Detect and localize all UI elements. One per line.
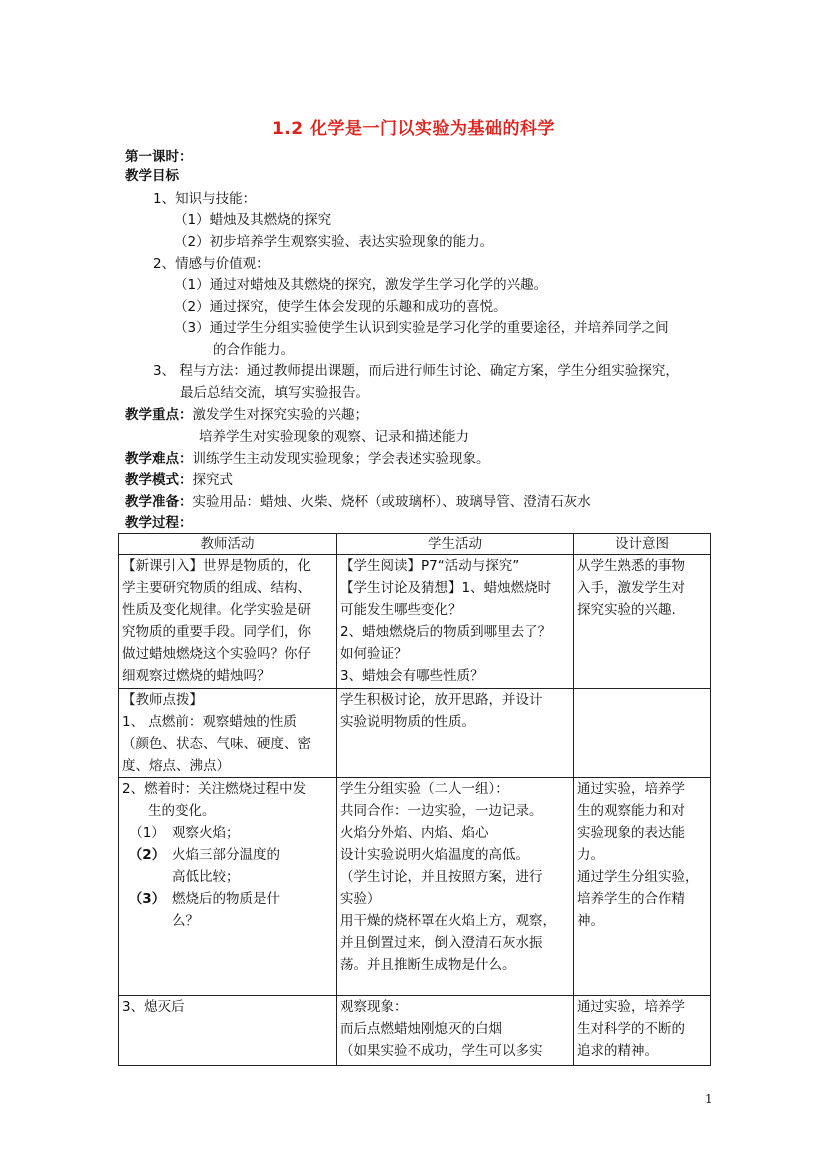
cell-line: 生的观察能力和对 (577, 803, 685, 819)
objectives-heading: 教学目标 (125, 168, 179, 184)
sub-item (122, 866, 333, 888)
table-header-row (119, 534, 711, 555)
sub-item-text: 么？ (172, 913, 199, 929)
cell-line: 【学生讨论及猜想】1、蜡烛燃烧时 (340, 580, 552, 596)
sub-item-number: （1） (129, 825, 165, 841)
cell-line: 3、蜡烛会有哪些性质？ (340, 668, 484, 684)
intent-cell (574, 555, 711, 689)
difficulties-label: 教学难点： (125, 451, 193, 467)
cell-line: 通过实验，培养学 (577, 781, 685, 797)
cell-line: 实验说明物质的性质。 (340, 714, 475, 730)
teacher-cell (119, 996, 337, 1066)
table-row (119, 689, 711, 778)
table-row (119, 778, 711, 996)
cell-line: 并且倒置过来，倒入澄清石灰水振 (340, 935, 543, 951)
process-method: 3、 程与方法：通过教师提出课题，而后进行师生讨论、确定方案，学生分组实验探究， (153, 363, 679, 379)
emotion-item: 的合作能力。 (213, 342, 294, 358)
key-points (125, 405, 368, 425)
intent-cell (574, 996, 711, 1066)
key-points-label: 教学重点： (125, 407, 193, 423)
cell-line: 做过蜡烛燃烧这个实验吗？你仔 (122, 646, 311, 662)
mode-label: 教学模式： (125, 472, 193, 488)
cell-line: 荡。并且推断生成物是什么。 (340, 957, 516, 973)
cell-line: 观察现象： (340, 999, 408, 1015)
process-method: 最后总结交流，填写实验报告。 (180, 385, 369, 401)
cell-line: 火焰分外焰、内焰、焰心 (340, 825, 489, 841)
page-number: 1 (705, 1092, 713, 1106)
header-teacher: 教师活动 (119, 534, 337, 555)
cell-line: 共同合作：一边实验，一边记录。 (340, 803, 543, 819)
sub-item (122, 888, 333, 910)
cell-line: 从学生熟悉的事物 (577, 558, 685, 574)
cell-line: 生的变化。 (148, 803, 216, 819)
sub-item-number: （2） (128, 847, 166, 863)
student-cell (337, 689, 574, 778)
cell-line: 用干燥的烧杯罩在火焰上方，观察， (340, 913, 556, 929)
intent-cell (574, 778, 711, 996)
emotion-item: （2）通过探究，使学生体会发现的乐趣和成功的喜悦。 (174, 299, 507, 315)
emotion-heading: 2、情感与价值观： (153, 256, 270, 272)
cell-line: 实验现象的表达能 (577, 825, 685, 841)
sub-item-text: 观察火焰； (172, 825, 240, 841)
sub-item (122, 822, 333, 844)
cell-line: 2、燃着时：关注燃烧过程中发 (122, 781, 307, 797)
difficulties (125, 449, 490, 469)
cell-line: 培养学生的合作精 (577, 891, 685, 907)
cell-line: 通过学生分组实验， (577, 869, 699, 885)
intent-cell (574, 689, 711, 778)
table-row (119, 555, 711, 689)
cell-line: 追求的精神。 (577, 1043, 658, 1059)
sub-item (122, 910, 333, 932)
cell-line: 【教师点拨】 (122, 692, 203, 708)
student-cell (337, 555, 574, 689)
mode-text: 探究式 (192, 472, 233, 488)
knowledge-item: （1）蜡烛及其燃烧的探究 (174, 212, 332, 228)
process-label: 教学过程： (125, 515, 193, 531)
sub-item-number: （3） (128, 891, 166, 907)
emotion-item: （3）通过学生分组实验使学生认识到实验是学习化学的重要途径，并培养同学之间 (174, 320, 669, 336)
cell-line: 生对科学的不断的 (577, 1021, 685, 1037)
cell-line: 入手，激发学生对 (577, 580, 685, 596)
teaching-mode (125, 470, 233, 490)
lesson-label: 第一课时： (125, 149, 193, 165)
cell-line: 如何验证？ (340, 646, 408, 662)
cell-line: 而后点燃蜡烛刚熄灭的白烟 (340, 1021, 502, 1037)
cell-line: 3、熄灭后 (122, 999, 185, 1015)
cell-line: 1、 点燃前：观察蜡烛的性质 (122, 714, 297, 730)
cell-line: 细观察过燃烧的蜡烛吗？ (122, 668, 271, 684)
cell-line: 探究实验的兴趣. (577, 602, 676, 618)
cell-line: （学生讨论，并且按照方案，进行 (340, 869, 543, 885)
sub-item-text: 高低比较； (172, 869, 240, 885)
cell-line: 【学生阅读】P7“活动与探究” (340, 558, 520, 574)
cell-line: 通过实验，培养学 (577, 999, 685, 1015)
sub-item-text: 火焰三部分温度的 (172, 847, 280, 863)
cell-line: 实验） (340, 891, 381, 907)
sub-item-text: 燃烧后的物质是什 (172, 891, 280, 907)
knowledge-heading: 1、知识与技能： (153, 191, 257, 207)
preparation-text: 实验用品：蜡烛、火柴、烧杯（或玻璃杯）、玻璃导管、澄清石灰水 (192, 494, 591, 510)
header-student: 学生活动 (337, 534, 574, 555)
cell-line: 度、熔点、沸点） (122, 758, 230, 774)
cell-line: 神。 (577, 913, 604, 929)
cell-line: 可能发生哪些变化？ (340, 602, 462, 618)
key-points-text: 激发学生对探究实验的兴趣； (192, 407, 368, 423)
cell-line: （颜色、状态、气味、硬度、密 (122, 736, 311, 752)
emotion-item: （1）通过对蜡烛及其燃烧的探究，激发学生学习化学的兴趣。 (174, 277, 548, 293)
teacher-cell (119, 689, 337, 778)
cell-line: 力。 (577, 847, 604, 863)
student-cell (337, 996, 574, 1066)
document-title: 1.2 化学是一门以实验为基础的科学 (271, 119, 556, 139)
sub-item (122, 844, 333, 866)
cell-line: 学主要研究物质的组成、结构、 (122, 580, 311, 596)
difficulties-text: 训练学生主动发现实验现象；学会表述实验现象。 (192, 451, 490, 467)
student-cell (337, 778, 574, 996)
teacher-cell (119, 778, 337, 996)
cell-line: 【新课引入】世界是物质的，化 (122, 558, 311, 574)
table-row (119, 996, 711, 1066)
cell-line: 设计实验说明火焰温度的高低。 (340, 847, 529, 863)
key-points-text: 培养学生对实验现象的观察、记录和描述能力 (199, 429, 469, 445)
cell-line: 究物质的重要手段。同学们，你 (122, 624, 311, 640)
preparation-label: 教学准备： (125, 494, 193, 510)
teaching-process-table (118, 533, 711, 1066)
cell-line: 2、蜡烛燃烧后的物质到哪里去了？ (340, 624, 552, 640)
preparation (125, 492, 591, 512)
knowledge-item: （2）初步培养学生观察实验、表达实验现象的能力。 (174, 234, 494, 250)
cell-line: 性质及变化规律。化学实验是研 (122, 602, 311, 618)
teacher-cell (119, 555, 337, 689)
cell-line: （如果实验不成功，学生可以多实 (340, 1043, 543, 1059)
cell-line: 学生分组实验（二人一组）： (340, 781, 509, 797)
cell-line: 学生积极讨论，放开思路，并设计 (340, 692, 543, 708)
header-intent: 设计意图 (574, 534, 711, 555)
